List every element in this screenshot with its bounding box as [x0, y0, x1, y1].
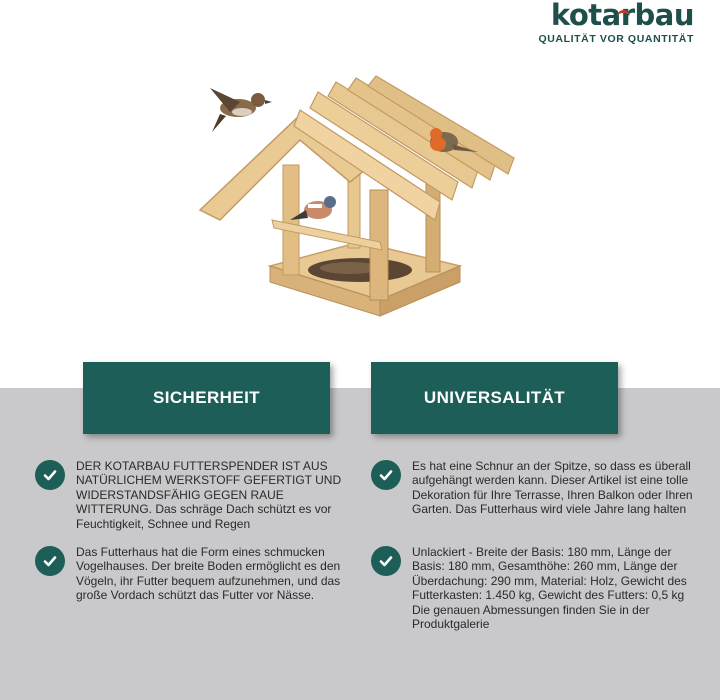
bird-feeder-illustration: [190, 70, 530, 330]
section-header-sicherheit: SICHERHEIT: [83, 362, 330, 434]
feature-text: Das Futterhaus hat die Form eines schmucken Vogelhauses. Der breite Boden ermöglicht es den Vögeln, ihr Futter bequem aufzunehmen, und das große Vordach schützt das Futter vor Nässe.: [76, 545, 341, 603]
feature-item: [371, 459, 703, 517]
feature-item: [35, 459, 355, 531]
brand-logo: [538, 0, 694, 45]
feature-text: Unlackiert - Breite der Basis: 180 mm, Länge der Basis: 180 mm, Gesamthöhe: 260 mm, Länge der Überdachung: 290 mm, Material: Holz, Gewicht des Futterkasten: 1.450 kg, Gewicht des Futters: 0,5 kg Die genauen Abmessungen finden Sie in der Produktgalerie: [412, 545, 687, 632]
section-header-universalitaet: UNIVERSALITÄT: [371, 362, 618, 434]
feature-text: DER KOTARBAU FUTTERSPENDER IST AUS NATÜRLICHEM WERKSTOFF GEFERTIGT UND WIDERSTANDSFÄHIG GEGEN RAUE WITTERUNG. Das schräge Dach schützt es vor Feuchtigkeit, Schnee und Regen: [76, 459, 342, 531]
feature-item: [371, 545, 703, 631]
feature-item: [35, 545, 355, 603]
checkmark-icon: [35, 460, 65, 490]
bottom-area: [0, 388, 720, 700]
checkmark-icon: [371, 546, 401, 576]
brand-wordmark: kotarbau: [550, 0, 694, 32]
checkmark-icon: [35, 546, 65, 576]
brand-tagline: QUALITÄT VOR QUANTITÄT: [538, 33, 694, 45]
checkmark-icon: [371, 460, 401, 490]
feature-text: Es hat eine Schnur an der Spitze, so dass es überall aufgehängt werden kann. Dieser Artikel ist eine tolle Dekoration für Ihre Terrasse, Ihren Balkon oder Ihren Garten. Das Futterhaus wird viele Jahre lang halten: [412, 459, 693, 517]
